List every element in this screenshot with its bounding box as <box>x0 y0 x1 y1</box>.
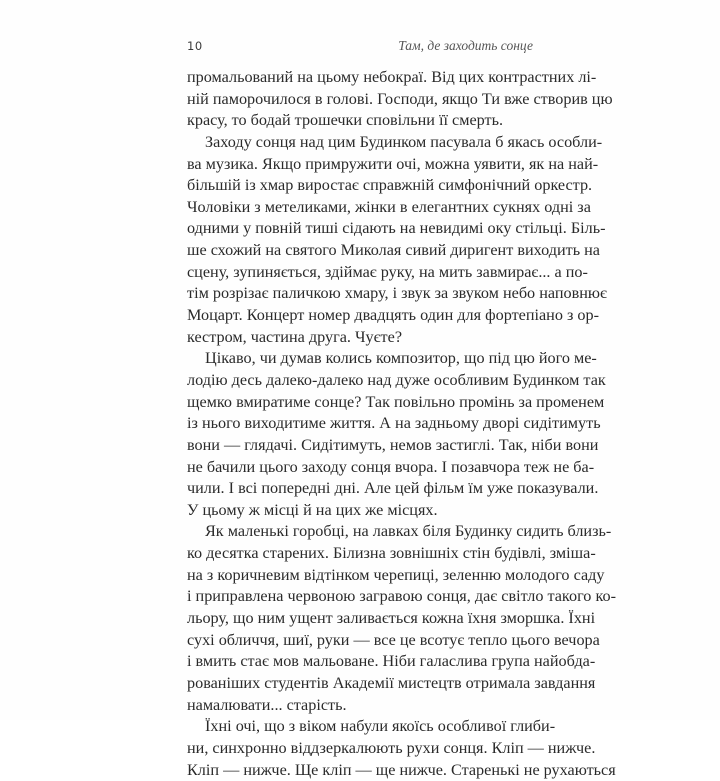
text-line: промальований на цьому небокраї. Від цих контрастних лі- <box>187 67 533 89</box>
text-line: щемко вмиратиме сонце? Так повільно промінь за променем <box>187 392 533 414</box>
text-line: вони — глядачі. Сидітимуть, немов застиглі. Так, ніби вони <box>187 435 533 457</box>
text-line: тім розрізає паличкою хмару, і звук за звуком небо наповнює <box>187 283 533 305</box>
text-line: на з коричневим відтінком черепиці, зеленню молодого саду <box>187 565 533 587</box>
running-title: Там, де заходить сонце <box>398 38 533 54</box>
text-line: Заходу сонця над цим Будинком пасувала б якась особли- <box>187 132 533 154</box>
text-line: кестром, частина друга. Чуєте? <box>187 327 533 349</box>
text-line: У цьому ж місці й на цих же місцях. <box>187 500 533 522</box>
text-line: і вмить стає мов мальоване. Ніби галаслива група найобда- <box>187 651 533 673</box>
text-line: сцену, зупиняється, здіймає руку, на мить завмирає... а по- <box>187 262 533 284</box>
text-line: Цікаво, чи думав колись композитор, що під цю його ме- <box>187 348 533 370</box>
text-line: Чоловіки з метеликами, жінки в елегантних сукнях одні за <box>187 197 533 219</box>
text-line: намалювати... старість. <box>187 695 533 717</box>
text-line: ва музика. Якщо примружити очі, можна уявити, як на най- <box>187 154 533 176</box>
text-line: із нього виходитиме життя. А на задньому дворі сидітимуть <box>187 413 533 435</box>
text-line: і приправлена червоною загравою сонця, дає світло такого ко- <box>187 586 533 608</box>
text-line: більшій із хмар виростає справжній симфонічний оркестр. <box>187 175 533 197</box>
text-line: сухі обличчя, шиї, руки — все це всотує тепло цього вечора <box>187 630 533 652</box>
text-line: рованіших студентів Академії мистецтв отримала завдання <box>187 673 533 695</box>
text-line: Моцарт. Концерт номер двадцять один для фортепіано з ор- <box>187 305 533 327</box>
text-line: ко десятка старених. Білизна зовнішніх стін будівлі, зміша- <box>187 543 533 565</box>
text-line: ній паморочилося в голові. Господи, якщо Ти вже створив цю <box>187 89 533 111</box>
text-line: льору, що ним ущент заливається кожна їхня зморшка. Їхні <box>187 608 533 630</box>
text-line: ни, синхронно віддзеркалюють рухи сонця. Кліп — нижче. <box>187 738 533 760</box>
text-line: Їхні очі, що з віком набули якоїсь особливої глиби- <box>187 716 533 738</box>
text-line: Як маленькі горобці, на лавках біля Будинку сидить близь- <box>187 521 533 543</box>
text-line: одними у повній тиші сідають на невидимі оку стільці. Біль- <box>187 218 533 240</box>
text-line: чили. І всі попередні дні. Але цей фільм їм уже показували. <box>187 478 533 500</box>
text-line: красу, то бодай трошечки сповільни її смерть. <box>187 110 533 132</box>
text-line: Кліп — нижче. Ще кліп — ще нижче. Старенькі не рухаються <box>187 760 533 781</box>
page-number: 10 <box>187 39 203 53</box>
text-line: ше схожий на святого Миколая сивий диригент виходить на <box>187 240 533 262</box>
body-text <box>187 67 533 781</box>
text-line: лодію десь далеко-далеко над дуже особливим Будинком так <box>187 370 533 392</box>
running-head <box>187 38 533 56</box>
text-line: не бачили цього заходу сонця вчора. І позавчора теж не ба- <box>187 457 533 479</box>
